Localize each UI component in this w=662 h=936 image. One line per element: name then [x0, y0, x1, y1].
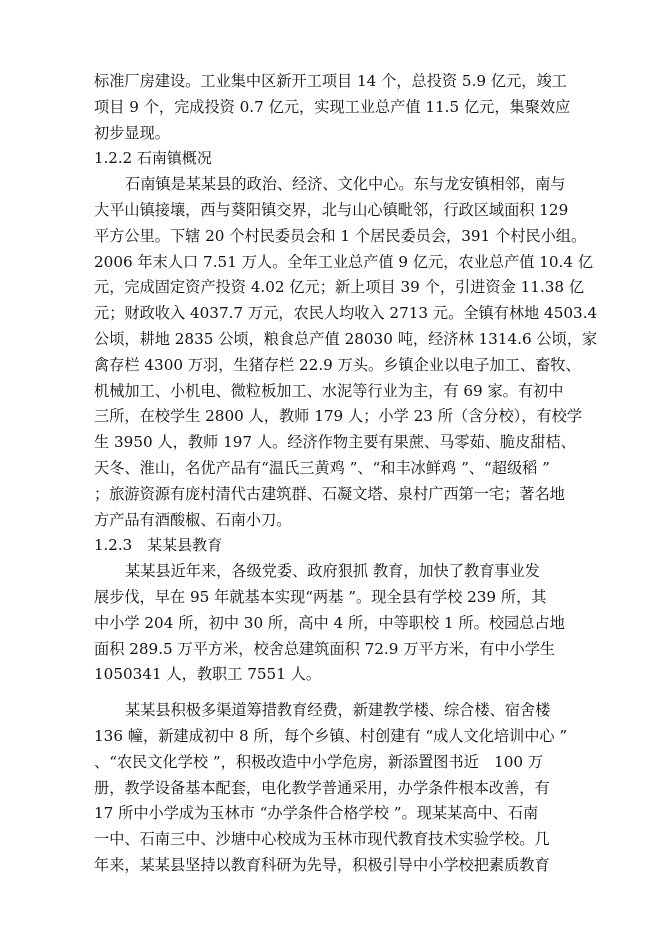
- text-line: 某某县近年来，各级党委、政府狠抓 教育，加快了教育事业发: [125, 562, 540, 581]
- text-line: 、“农民文化学校 ”，积极改造中小学危房，新添置图书近 100 万: [94, 752, 544, 771]
- text-line: 石南镇是某某县的政治、经济、文化中心。东与龙安镇相邻，南与: [125, 175, 566, 194]
- paragraph-gap: [94, 688, 602, 698]
- text-line: 册，教学设备基本配套，电化教学普通采用，办学条件根本改善，有: [94, 778, 550, 797]
- text-line: 展步伐，早在 95 年就基本实现“两基 ”。现全县有学校 239 所，其: [94, 587, 547, 606]
- text-line: 标准厂房建设。工业集中区新开工项目 14 个，总投资 5.9 亿元，竣工: [94, 72, 567, 90]
- text-line: 大平山镇接壤，西与葵阳镇交界，北与山心镇毗邻，行政区域面积 129: [94, 200, 569, 219]
- shinan-paragraph: [94, 172, 602, 533]
- text-line: 某某县积极多渠道筹措教育经费，新建教学楼、综合楼、宿舍楼: [125, 701, 551, 720]
- text-line: 项目 9 个，完成投资 0.7 亿元，实现工业总产值 11.5 亿元，集聚效应: [94, 97, 571, 116]
- intro-paragraph: [94, 69, 602, 146]
- text-line: 公顷，耕地 2835 公顷，粮食总产值 28030 吨，经济林 1314.6 公顷，家: [94, 329, 598, 348]
- text-line: ；旅游资源有庞村清代古建筑群、石凝文塔、泉村广西第一宅；著名地: [94, 484, 565, 503]
- education-paragraph-2: [94, 698, 602, 879]
- text-line: 136 幢，新建成初中 8 所，每个乡镇、村创建有 “成人文化培训中心 ”: [94, 726, 568, 745]
- text-line: 中小学 204 所，初中 30 所，高中 4 所，中等职校 1 所。校园总占地: [94, 613, 565, 632]
- section-heading-education: 1.2.3 某某县教育: [94, 536, 223, 555]
- text-line: 元；财政收入 4037.7 万元，农民人均收入 2713 元。全镇有林地 4503.4: [94, 304, 598, 323]
- text-line: 初步显现。: [94, 123, 170, 142]
- text-line: 1050341 人，教职工 7551 人。: [94, 665, 322, 684]
- text-line: 年来，某某县坚持以教育科研为先导，积极引导中小学校把素质教育: [94, 855, 550, 874]
- section-heading-shinan: 1.2.2 石南镇概况: [94, 149, 212, 168]
- text-line: 面积 289.5 万平方米，校舍总建筑面积 72.9 万平方米，有中小学生: [94, 639, 556, 658]
- text-line: 一中、石南三中、沙塘中心校成为玉林市现代教育技术实验学校。几: [94, 830, 550, 849]
- text-line: 2006 年末人口 7.51 万人。全年工业总产值 9 亿元，农业总产值 10.4 亿: [94, 252, 594, 271]
- text-line: 生 3950 人，教师 197 人。经济作物主要有果蔗、马零茹、脆皮甜桔、: [94, 433, 576, 452]
- text-line: 17 所中小学成为玉林市 “办学条件合格学校 ”。现某某高中、石南: [94, 804, 539, 823]
- text-line: 方产品有酒酸椒、石南小刀。: [94, 510, 292, 529]
- text-line: 禽存栏 4300 万羽，生猪存栏 22.9 万头。乡镇企业以电子加工、畜牧、: [94, 355, 581, 374]
- text-line: 元，完成固定资产投资 4.02 亿元；新上项目 39 个，引进资金 11.38 亿: [94, 278, 585, 297]
- text-line: 天冬、淮山，名优产品有“温氏三黄鸡 ”、“和丰冰鲜鸡 ”、“超级稻 ”: [94, 458, 550, 477]
- text-line: 平方公里。下辖 20 个村民委员会和 1 个居民委员会，391 个村民小组。: [94, 226, 587, 245]
- education-paragraph-1: [94, 559, 602, 688]
- text-line: 三所，在校学生 2800 人，教师 179 人；小学 23 所（含分校），有校学: [94, 407, 583, 426]
- text-line: 机械加工、小机电、微粒板加工、水泥等行业为主，有 69 家。有初中: [94, 381, 564, 400]
